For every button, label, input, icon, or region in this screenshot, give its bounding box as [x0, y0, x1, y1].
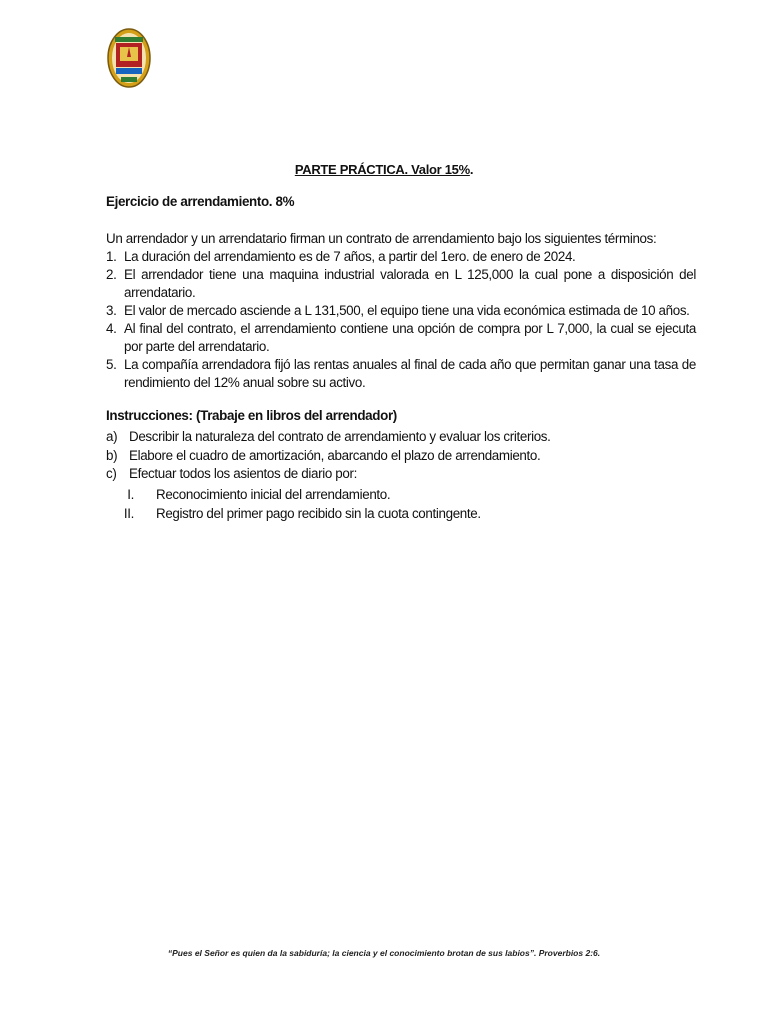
list-item-text: Elabore el cuadro de amortización, abarcando el plazo de arrendamiento. [129, 447, 541, 463]
exercise-heading: Ejercicio de arrendamiento. 8% [106, 194, 295, 209]
list-item-text: Efectuar todos los asientos de diario por: [129, 466, 357, 481]
page-title-suffix: . [469, 162, 474, 177]
list-item [106, 447, 696, 466]
list-item-text: La compañía arrendadora fijó las rentas anuales al final de cada año que permitan ganar una tasa de rendimiento del 12% anual sobre su activo. [124, 357, 696, 390]
list-item-text: Registro del primer pago recibido sin la cuota contingente. [156, 506, 481, 521]
terms-list [106, 248, 696, 392]
list-item-letter: a) [106, 429, 118, 444]
instructions-heading: Instrucciones: (Trabaje en libros del arrendador) [106, 408, 397, 423]
list-item-number: 3. [106, 303, 117, 318]
list-item [106, 248, 696, 266]
list-item [106, 302, 696, 320]
list-item [106, 504, 696, 523]
intro-paragraph: Un arrendador y un arrendatario firman un contrato de arrendamiento bajo los siguientes términos: [106, 231, 657, 246]
list-item-text: El valor de mercado asciende a L 131,500, el equipo tiene una vida económica estimada de 10 años. [124, 303, 690, 318]
university-seal-logo [106, 27, 152, 89]
list-item-letter: c) [106, 466, 117, 481]
list-item-number: 1. [106, 249, 117, 264]
list-item-text: Al final del contrato, el arrendamiento contiene una opción de compra por L 7,000, la cual se ejecuta por parte del arrendatario. [124, 321, 696, 354]
list-item [106, 485, 696, 504]
list-item [106, 266, 696, 302]
list-item-roman: II. [123, 506, 134, 521]
list-item-number: 4. [106, 321, 117, 336]
list-item [106, 428, 696, 447]
list-item-text: La duración del arrendamiento es de 7 años, a partir del 1ero. de enero de 2024. [124, 249, 576, 264]
list-item [106, 465, 696, 484]
list-item-text: Describir la naturaleza del contrato de arrendamiento y evaluar los criterios. [129, 429, 551, 444]
list-item [106, 356, 696, 392]
list-item-text: Reconocimiento inicial del arrendamiento. [156, 487, 391, 502]
list-item-roman: I. [127, 487, 134, 502]
list-item-number: 2. [106, 267, 117, 282]
list-item-letter: b) [106, 447, 118, 463]
list-item-text: El arrendador tiene una maquina industrial valorada en L 125,000 la cual pone a disposición del arrendatario. [124, 267, 696, 300]
page-title [0, 162, 768, 177]
footer-quote: “Pues el Señor es quien da la sabiduría; la ciencia y el conocimiento brotan de sus labios”. Proverbios 2:6. [167, 948, 601, 958]
instructions-list [106, 428, 696, 484]
list-item [106, 320, 696, 356]
page-title-text: PARTE PRÁCTICA. Valor 15% [294, 162, 470, 177]
sub-instructions-list [106, 485, 696, 523]
list-item-number: 5. [106, 357, 117, 372]
